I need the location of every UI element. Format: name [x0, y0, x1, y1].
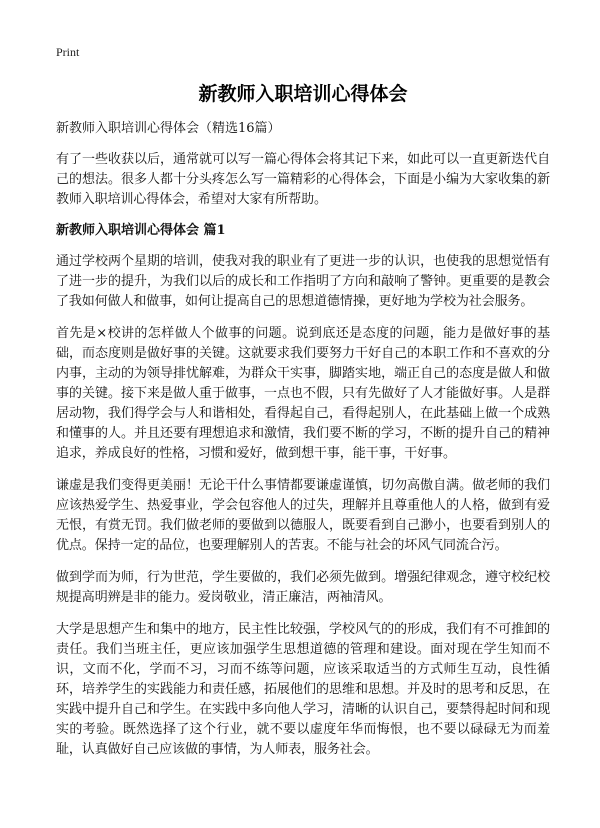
section-heading: 新教师入职培训心得体会 篇1	[56, 223, 226, 238]
body-paragraph: 通过学校两个星期的培训，使我对我的职业有了更进一步的认识，也使我的思想觉悟有了进一步的提升，为我们以后的成长和工作指明了方向和敲响了警钟。更重要的是教会了我如何做人和做事，如何让提高自己的思想道德情操，更好地为学校为社会服务。	[56, 254, 550, 309]
page-title: 新教师入职培训心得体会	[198, 83, 408, 105]
print-link[interactable]: Print	[56, 45, 80, 59]
body-paragraph: 首先是×校讲的怎样做人个做事的问题。说到底还是态度的问题，能力是做好事的基础，而态度则是做好事的关键。这就要求我们要努力干好自己的本职工作和不喜欢的分内事，主动的为领导排忧解难，为群众干实事，脚踏实地，端正自己的态度是做人和做事的关键。接下来是做人重于做事，一点也不假，只有先做好了人才能做好事。人是群居动物，我们得学会与人和谐相处，看得起自己，看得起别人，在此基础上做一个成熟和懂事的人。并且还要有理想追求和激情，我们要不断的学习，不断的提升自己的精神追求，养成良好的性格，习惯和爱好，做到想干事，能干事，干好事。	[56, 326, 550, 461]
document-subtitle: 新教师入职培训心得体会（精选16篇）	[56, 121, 281, 136]
body-paragraph: 谦虚是我们变得更美丽！无论干什么事情都要谦虚谨慎，切勿高傲自满。做老师的我们应该热爱学生、热爱事业，学会包容他人的过失，理解并且尊重他人的人格，做到有爱无恨，有赏无罚。我们做老师的要做到以德服人，既要看到自己渺小，也要看到别人的优点。保持一定的品位，也要理解别人的苦衷。不能与社会的坏风气同流合污。	[56, 478, 550, 553]
body-paragraph: 做到学而为师，行为世范，学生要做的，我们必须先做到。增强纪律观念，遵守校纪校规提高明辨是非的能力。爱岗敬业，清正廉洁，两袖清风。	[56, 570, 550, 605]
intro-paragraph: 有了一些收获以后，通常就可以写一篇心得体会将其记下来，如此可以一直更新迭代自己的想法。很多人都十分头疼怎么写一篇精彩的心得体会，下面是小编为大家收集的新教师入职培训心得体会，希望对大家有所帮助。	[56, 152, 550, 207]
body-paragraph: 大学是思想产生和集中的地方，民主性比较强，学校风气的的形成，我们有不可推卸的责任。我们当班主任，更应该加强学生思想道德的管理和建设。面对现在学生知而不识，文而不化，学而不习，习而不练等问题，应该采取适当的方式师生互动，良性循环，培养学生的实践能力和责任感，拓展他们的思维和思想。并及时的思考和反思，在实践中提升自己和学生。在实践中多向他人学习，清晰的认识自己，要禁得起时间和现实的考验。既然选择了这个行业，就不要以虚度年华而悔恨，也不要以碌碌无为而羞耻，认真做好自己应该做的事情，为人师表，服务社会。	[56, 622, 550, 757]
